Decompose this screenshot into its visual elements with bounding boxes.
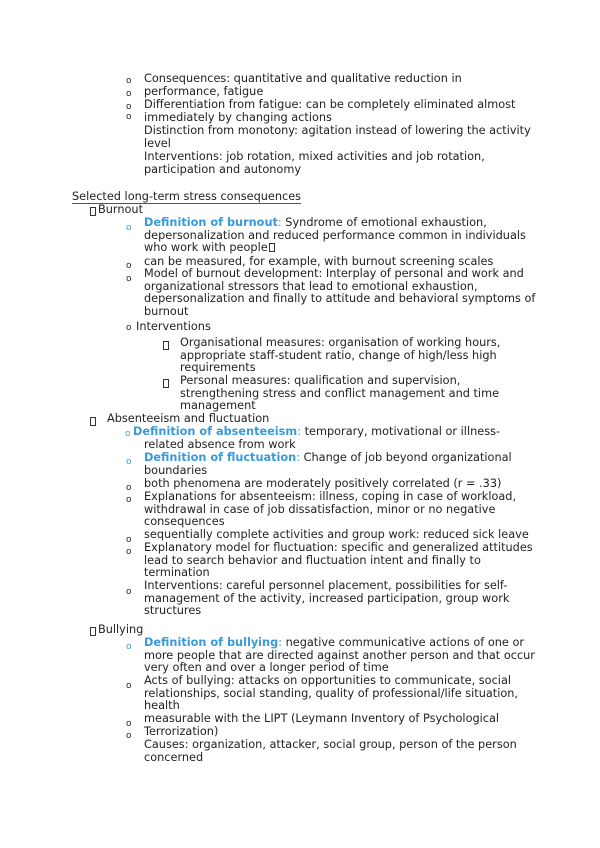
- absenteeism-explanations: Explanations for absenteeism: illness, coping in case of workload, withdrawal in case of job dissatisfaction, minor or no negative consequences: [144, 490, 517, 529]
- monotony-interventions: Interventions: job rotation, mixed activities and job rotation, participation and autonomy: [144, 150, 485, 176]
- bullet-square-icon: [163, 341, 169, 350]
- bullet-circle: o: [126, 535, 132, 545]
- absenteeism-definition: Definition of absenteeism: temporary, motivational or illness- related absence from work: [133, 425, 501, 451]
- bullet-circle: o: [126, 681, 132, 691]
- burnout-interventions-label: Interventions: [136, 320, 211, 333]
- burnout-personal: Personal measures: qualification and supervision, strengthening stress and conflict management and time management: [180, 374, 500, 413]
- bullet-circle: o: [126, 323, 132, 333]
- burnout-definition: Definition of burnout: Syndrome of emotional exhaustion, depersonalization and reduced performance common in individuals who work with people: [144, 216, 526, 255]
- burnout-organisational: Organisational measures: organisation of working hours, appropriate staff-student ratio, change of high/less high requirements: [180, 336, 501, 375]
- bullet-circle: o: [126, 261, 132, 271]
- burnout-measure: can be measured, for example, with burnout screening scales: [144, 255, 494, 268]
- bullet-circle: o: [126, 719, 132, 729]
- bullet-circle: o: [125, 429, 131, 439]
- fluctuation-definition: Definition of fluctuation: Change of job beyond organizational boundaries: [144, 451, 512, 477]
- monotony-distinction: Distinction from monotony: agitation instead of lowering the activity level: [144, 124, 531, 150]
- bullet-circle: o: [126, 483, 132, 493]
- sequential-item: sequentially complete activities and group work: reduced sick leave: [144, 528, 529, 541]
- bullet-square-icon: [90, 627, 96, 636]
- bullying-heading: Bullying: [98, 623, 144, 636]
- bullying-acts: Acts of bullying: attacks on opportunities to communicate, social relationships, social standing, quality of professional/life situation, health: [144, 674, 519, 713]
- bullet-circle: o: [126, 274, 132, 284]
- bullet-circle: o: [126, 587, 132, 597]
- bullying-definition: Definition of bullying: negative communicative actions of one or more people that are directed against another person and that occur very often and over a longer period of time: [144, 636, 535, 675]
- burnout-model: Model of burnout development: Interplay of personal and work and organizational stressors that lead to emotional exhaustion, depersonalization and finally to attitude and behavioral symptoms of burnout: [144, 267, 536, 319]
- section-title: Selected long-term stress consequences: [72, 190, 302, 203]
- bullet-circle: o: [126, 102, 132, 112]
- monotony-differentiation: Differentiation from fatigue: can be completely eliminated almost immediately by changing actions: [144, 98, 516, 124]
- bullying-causes: Causes: organization, attacker, social group, person of the person concerned: [144, 738, 517, 764]
- bullying-lipt: measurable with the LIPT (Leymann Inventory of Psychological Terrorization): [144, 712, 500, 738]
- bullet-circle: o: [126, 495, 132, 505]
- bullet-square-icon: [90, 417, 96, 426]
- burnout-heading: Burnout: [98, 203, 144, 216]
- bullet-circle: o: [126, 547, 132, 557]
- fluctuation-model: Explanatory model for fluctuation: specific and generalized attitudes lead to search behavior and fluctuation intent and finally to termination: [144, 541, 533, 580]
- bullet-circle: o: [126, 642, 132, 652]
- bullet-circle: o: [126, 731, 132, 741]
- bullet-square-icon: [90, 207, 96, 216]
- bullet-square-icon: [163, 379, 169, 388]
- absenteeism-heading: Absenteeism and fluctuation: [107, 412, 270, 425]
- absenteeism-interventions: Interventions: careful personnel placement, possibilities for self- management of the activity, increased participation, group work structures: [144, 579, 510, 618]
- correlation-item: both phenomena are moderately positively correlated (r = .33): [144, 477, 502, 490]
- monotony-consequences: Consequences: quantitative and qualitative reduction in performance, fatigue: [144, 72, 462, 98]
- bullet-circle: o: [126, 223, 132, 233]
- bullet-circle: o: [126, 457, 132, 467]
- bullet-circle: o: [126, 89, 132, 99]
- bullet-circle: o: [126, 112, 132, 122]
- square-icon: [269, 243, 275, 252]
- bullet-circle: o: [126, 76, 132, 86]
